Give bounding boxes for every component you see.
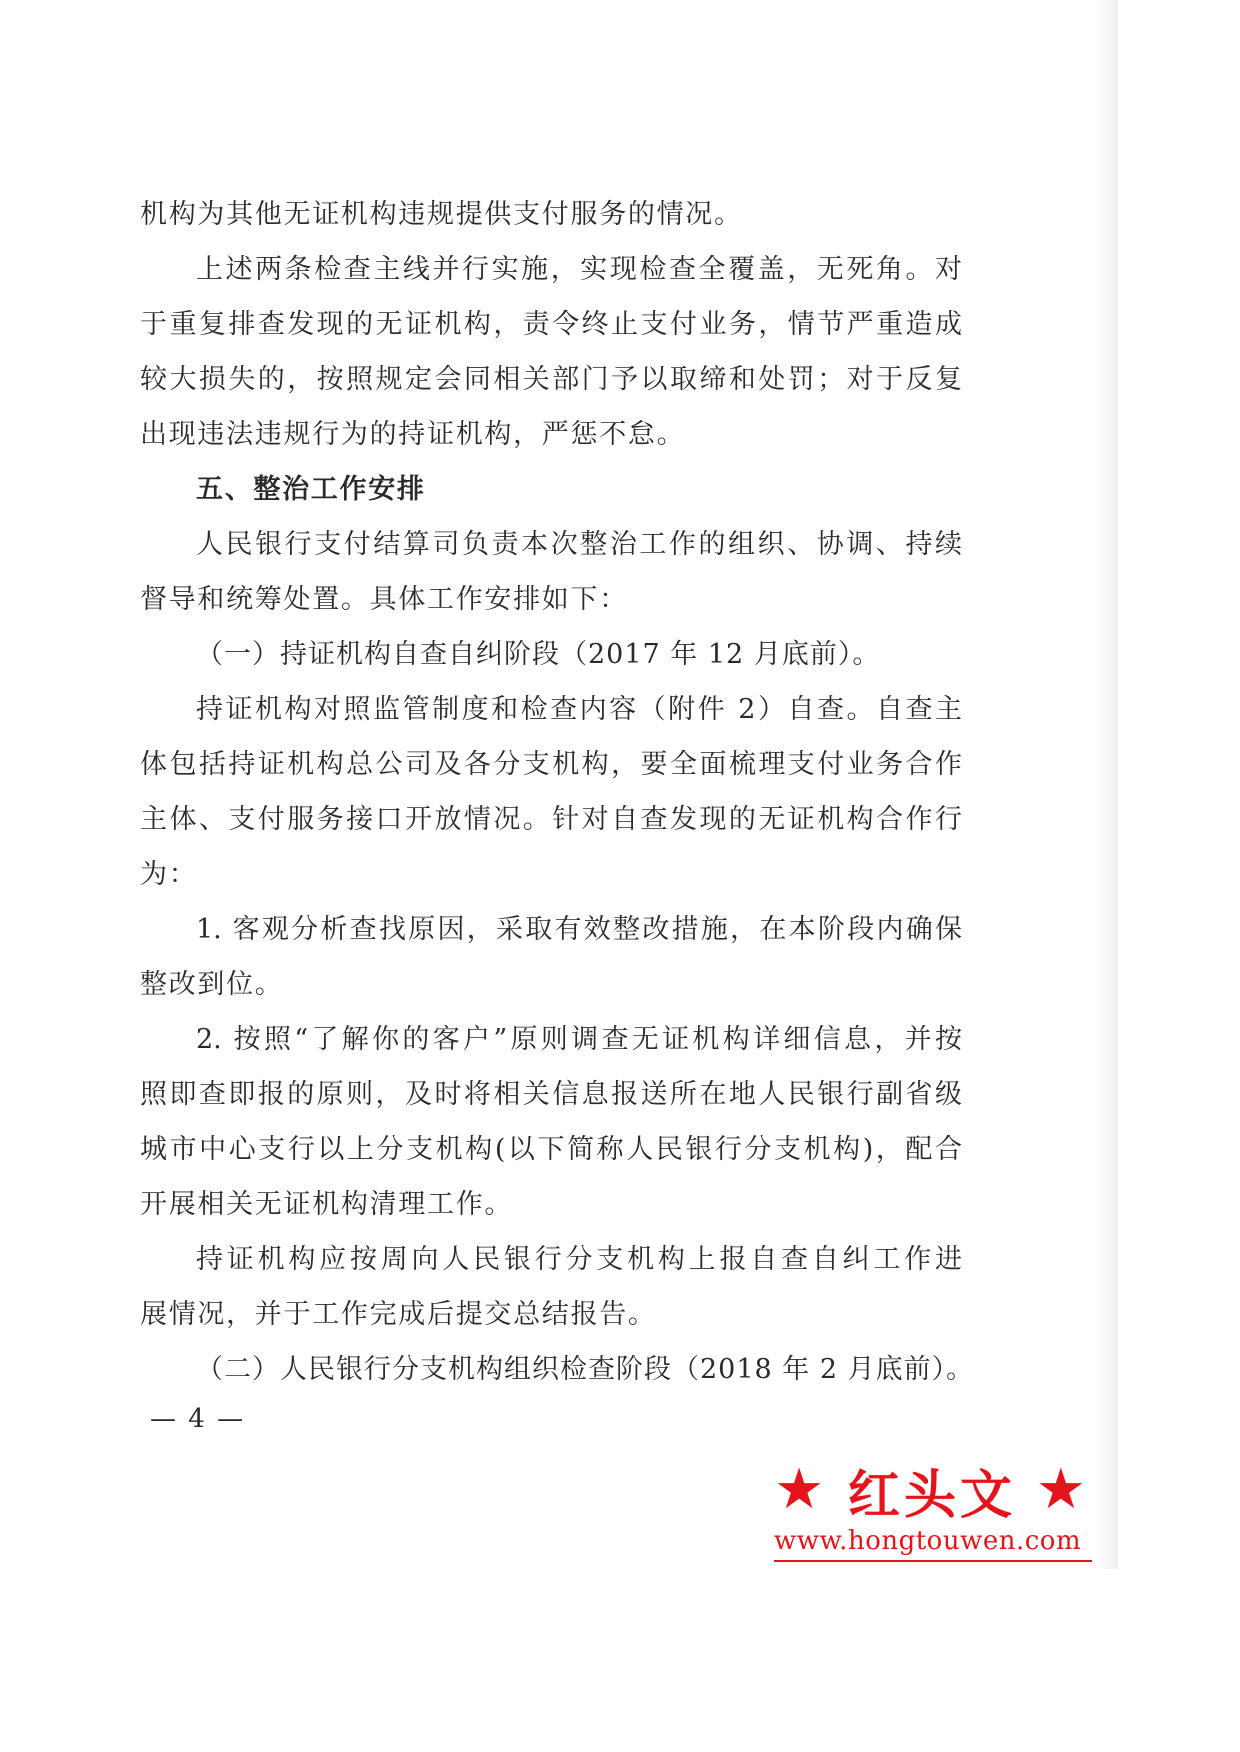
list-item-2: 2. 按照“了解你的客户”原则调查无证机构详细信息，并按 (196, 1024, 962, 1055)
paragraph-line: 展情况，并于工作完成后提交总结报告。 (140, 1299, 657, 1330)
watermark-title (774, 1457, 1090, 1526)
paragraph-line: 于重复排查发现的无证机构，责令终止支付业务，情节严重造成 (140, 309, 962, 340)
paragraph-line: 机构为其他无证机构违规提供支付服务的情况。 (140, 199, 743, 230)
paragraph-line: 开展相关无证机构清理工作。 (140, 1189, 514, 1220)
paragraph-line: 主体、支付服务接口开放情况。针对自查发现的无证机构合作行 (140, 804, 962, 835)
watermark-rule (774, 1560, 1092, 1562)
paragraph-line: 较大损失的，按照规定会同相关部门予以取缔和处罚；对于反复 (140, 364, 962, 395)
paragraph-line: 城市中心支行以上分支机构(以下简称人民银行分支机构)，配合 (140, 1134, 962, 1165)
paragraph-line: 整改到位。 (140, 969, 284, 1000)
paragraph-line: 为： (140, 859, 198, 890)
watermark-title-text: 红头文 (847, 1465, 1016, 1526)
paragraph-line: 督导和统筹处置。具体工作安排如下： (140, 584, 628, 615)
paragraph-line: 持证机构应按周向人民银行分支机构上报自查自纠工作进 (196, 1244, 962, 1275)
star-icon: ★ (774, 1457, 829, 1522)
paragraph-line: 持证机构对照监管制度和检查内容（附件 2）自查。自查主 (196, 694, 962, 725)
subsection-heading: （一）持证机构自查自纠阶段（2017 年 12 月底前）。 (196, 639, 881, 670)
watermark-url: www.hongtouwen.com (774, 1526, 1082, 1556)
paragraph-line: 上述两条检查主线并行实施，实现检查全覆盖，无死角。对 (196, 254, 962, 285)
list-item-1: 1. 客观分析查找原因，采取有效整改措施，在本阶段内确保 (196, 914, 962, 945)
page-number: — 4 — (150, 1404, 246, 1434)
subsection-heading: （二）人民银行分支机构组织检查阶段（2018 年 2 月底前）。 (196, 1354, 975, 1385)
paragraph-line: 人民银行支付结算司负责本次整治工作的组织、协调、持续 (196, 529, 962, 560)
star-icon: ★ (1035, 1457, 1090, 1522)
paragraph-line: 体包括持证机构总公司及各分支机构，要全面梳理支付业务合作 (140, 749, 962, 780)
section-heading: 五、整治工作安排 (196, 474, 426, 505)
paragraph-line: 出现违法违规行为的持证机构，严惩不怠。 (140, 419, 686, 450)
watermark (774, 1457, 1094, 1562)
paragraph-line: 照即查即报的原则，及时将相关信息报送所在地人民银行副省级 (140, 1079, 962, 1110)
